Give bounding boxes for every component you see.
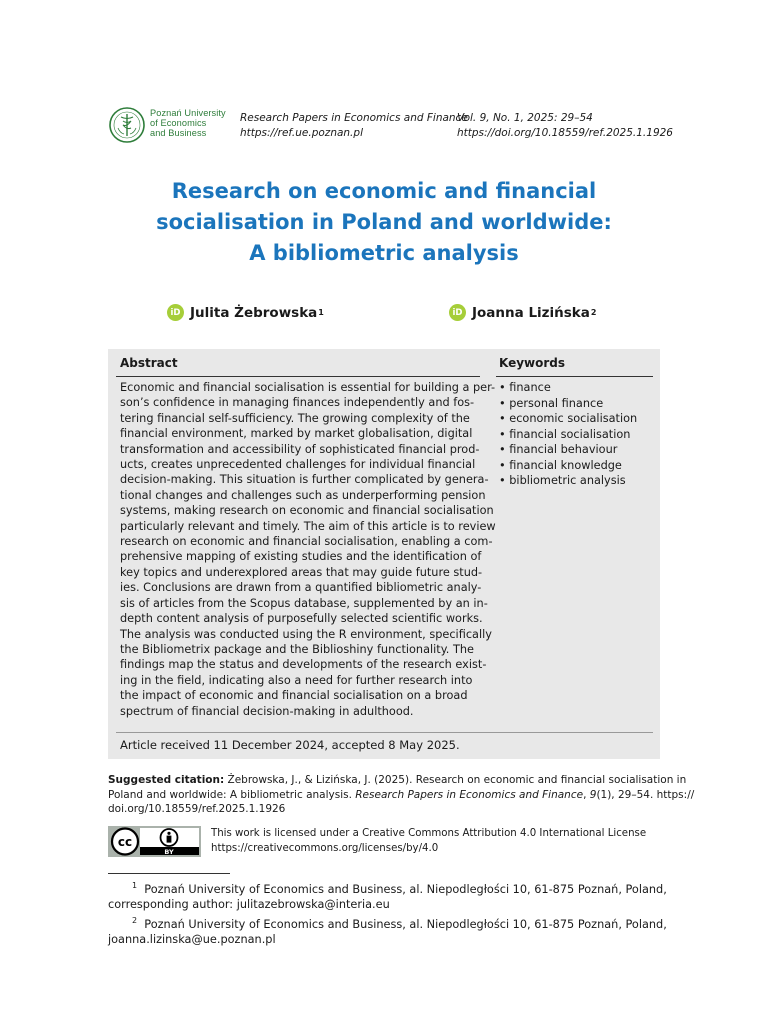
received-date: Article received 11 December 2024, accepted 8 May 2025. (120, 738, 460, 752)
abstract-line: systems, making research on economic and financial socialisation (120, 504, 494, 518)
abstract-line: key topics and underexplored areas that may guide future stud- (120, 565, 483, 579)
keyword-item: • financial behaviour (499, 443, 618, 456)
keyword-item: • personal finance (499, 396, 604, 410)
article-title: Research on economic and financial socialisation in Poland and worldwide: A bibliometric analysis (156, 179, 612, 265)
journal-volume: Vol. 9, No. 1, 2025: 29–54 (457, 112, 593, 124)
abstract-line: spectrum of financial decision-making in adulthood. (120, 704, 414, 718)
abstract-line: tional changes and challenges such as underperforming pension (120, 488, 486, 502)
abstract-heading: Abstract (120, 356, 178, 370)
keywords-list (499, 380, 637, 489)
university-logo (108, 106, 148, 144)
abstract-line: research on economic and financial socialisation, enabling a com- (120, 535, 493, 549)
abstract-line: son’s confidence in managing finances independently and fos- (120, 396, 475, 410)
author-name: Joanna Lizińska (472, 304, 590, 321)
suggested-citation: Suggested citation: Żebrowska, J., & Lizińska, J. (2025). Research on economic and financial socialisation in Poland and worldwide: A bibliometric analysis. Research Papers in Economics and Finance, 9(1), 29–54. https:// doi.org/10.18559/ref.2025.1.1926 (108, 774, 695, 815)
license-link[interactable]: https://creativecommons.org/licenses/by/4.0 (211, 842, 439, 854)
abstract-line: decision-making. This situation is further complicated by genera- (120, 473, 489, 487)
abstract-line: the impact of economic and financial socialisation on a broad (120, 689, 468, 703)
journal-info (240, 111, 468, 141)
abstract-line: ies. Conclusions are drawn from a quantified bibliometric analy- (120, 581, 482, 595)
abstract-line: ing in the field, indicating also a need for further research into (120, 673, 473, 687)
divider (496, 376, 653, 377)
cc-by-license-icon[interactable] (108, 826, 201, 857)
keywords-heading: Keywords (499, 356, 566, 370)
svg-text:BY: BY (164, 848, 174, 856)
journal-url[interactable]: https://ref.ue.poznan.pl (240, 127, 363, 139)
keyword-item: • financial socialisation (499, 427, 631, 441)
abstract-line: particularly relevant and timely. The aim of this article is to review (120, 519, 496, 533)
footnote-divider (108, 873, 230, 874)
article-doi[interactable]: https://doi.org/10.18559/ref.2025.1.1926 (457, 127, 673, 139)
abstract-line: ucts, creates unprecedented challenges for individual financial (120, 458, 476, 472)
abstract-line: findings map the status and developments of the research exist- (120, 658, 487, 672)
university-name: Poznań University of Economics and Business (150, 108, 226, 138)
abstract-line: Economic and financial socialisation is essential for building a per- (120, 381, 496, 394)
abstract-line: depth content analysis of purposefully selected scientific works. (120, 612, 483, 626)
keyword-item: • economic socialisation (499, 412, 638, 425)
divider (116, 376, 480, 377)
abstract-line: The analysis was conducted using the R environment, specifically (120, 627, 492, 641)
abstract-line: tering financial self-sufficiency. The growing complexity of the (120, 411, 470, 425)
author-name: Julita Żebrowska (190, 304, 318, 321)
author-2: iD Joanna Lizińska 2 (449, 304, 596, 321)
abstract-line: transformation and accessibility of sophisticated financial prod- (120, 442, 480, 456)
abstract-line: the Bibliometrix package and the Biblioshiny functionality. The (120, 642, 474, 656)
orcid-icon[interactable]: iD (167, 304, 184, 321)
keyword-item: • finance (499, 381, 551, 394)
abstract-text (120, 380, 496, 719)
keyword-item: • financial knowledge (499, 458, 622, 472)
keyword-item: • bibliometric analysis (499, 474, 626, 487)
abstract-line: financial environment, marked by market globalisation, digital (120, 427, 473, 441)
orcid-icon[interactable]: iD (449, 304, 466, 321)
license-text: This work is licensed under a Creative Commons Attribution 4.0 International License https://creativecommons.org/licenses/by/4.0 (211, 827, 646, 856)
divider (116, 732, 653, 733)
abstract-line: prehensive mapping of existing studies and the identification of (120, 550, 482, 564)
svg-text:cc: cc (117, 835, 133, 849)
journal-volume-info (457, 111, 673, 141)
citation-doi-link[interactable]: doi.org/10.18559/ref.2025.1.1926 (108, 803, 286, 815)
author-1: iD Julita Żebrowska 1 (167, 304, 324, 321)
footnotes: $^1$ Poznań University of Economics and Business, al. Niepodległości 10, 61-875 Poznań, Poland, corresponding author: julitazebrowska@interia.eu $^2$ Poznań University of Economics and Business, al. Niepodległości 10, 61-875 Poznań, Poland, joanna.lizinska@ue.poznan.pl (108, 881, 667, 947)
journal-name: Research Papers in Economics and Finance (240, 112, 468, 124)
abstract-line: sis of articles from the Scopus database, supplemented by an in- (120, 596, 488, 610)
